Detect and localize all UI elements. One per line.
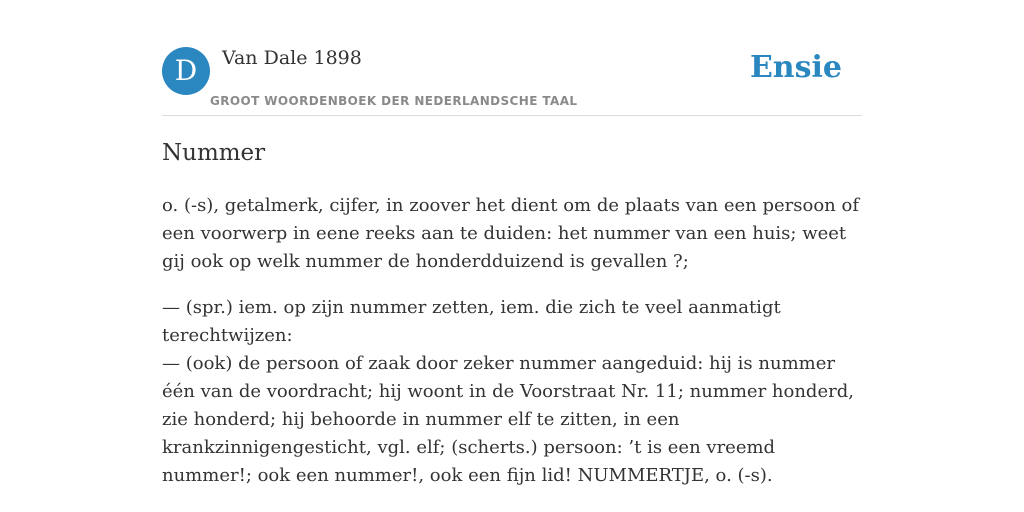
source-header — [162, 44, 862, 116]
source-avatar[interactable]: D — [162, 47, 210, 95]
definition-line-1: — (spr.) iem. op zijn nummer zetten, iem. die zich te veel aanmatigt terechtwijzen: — [162, 297, 781, 346]
ensie-logo[interactable]: Ensie — [749, 50, 842, 85]
source-subtitle: GROOT WOORDENBOEK DER NEDERLANDSCHE TAAL — [210, 94, 578, 108]
definition-paragraph: o. (-s), getalmerk, cijfer, in zoover het dient om de plaats van een persoon of een voorwerp in eene reeks aan te duiden: het nummer van een huis; weet gij ook op welk nummer de honderdduizend is gevallen ?; — [162, 195, 859, 272]
definition-line-2: — (ook) de persoon of zaak door zeker nummer aangeduid: hij is nummer één van de voordracht; hij woont in de Voorstraat Nr. 11; nummer honderd, zie honderd; hij behoorde in nummer elf te zitten, in een krankzinnigengesticht, vgl. elf; (scherts.) persoon: ’t is een vreemd nummer!; ook een nummer!, ook een fijn lid! NUMMERTJE, o. (-s). — [162, 353, 854, 486]
headword-title: Nummer — [162, 140, 266, 166]
source-title-link[interactable]: Van Dale 1898 — [222, 47, 362, 69]
definition-paragraph-2 — [162, 294, 862, 490]
